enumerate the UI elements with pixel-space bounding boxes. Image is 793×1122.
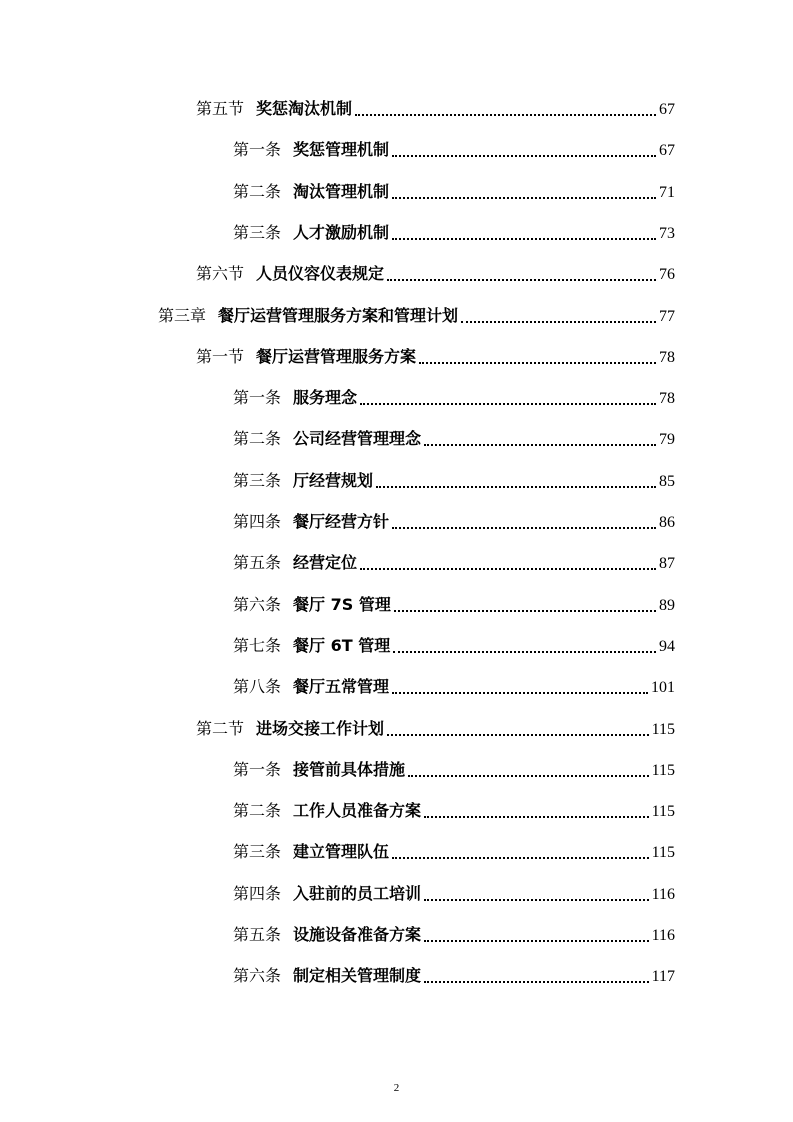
toc-entry-number: 第四条 — [233, 512, 282, 531]
toc-entry-page: 89 — [659, 597, 675, 614]
toc-entry-page: 79 — [659, 431, 675, 448]
toc-entry-title: 设施设备准备方案 — [293, 925, 422, 944]
toc-entry-page: 77 — [659, 308, 675, 325]
toc-entry-title: 淘汰管理机制 — [293, 182, 390, 201]
toc-entry-number: 第八条 — [233, 677, 282, 696]
toc-entry[interactable] — [233, 798, 675, 824]
toc-entry-title: 餐厅运营管理服务方案 — [256, 347, 417, 366]
toc-entry-number: 第一节 — [196, 347, 245, 366]
toc-entry-title: 餐厅 6T 管理 — [293, 636, 391, 655]
toc-entry-title: 工作人员准备方案 — [293, 801, 422, 820]
toc-entry-page: 67 — [659, 142, 675, 159]
toc-entry-page: 78 — [659, 349, 675, 366]
toc-entry-page: 78 — [659, 390, 675, 407]
toc-dot-leader — [387, 279, 656, 281]
toc-dot-leader — [424, 816, 649, 818]
toc-entry-page: 73 — [659, 225, 675, 242]
toc-entry-page: 115 — [651, 803, 675, 820]
toc-entry-title: 厅经营规划 — [293, 471, 374, 490]
toc-entry-title: 接管前具体措施 — [293, 760, 406, 779]
toc-entry[interactable] — [233, 922, 675, 948]
toc-entry-number: 第六节 — [196, 264, 245, 283]
toc-dot-leader — [392, 197, 656, 199]
toc-entry[interactable] — [233, 550, 675, 576]
toc-entry[interactable] — [233, 137, 675, 163]
toc-entry-title: 餐厅 7S 管理 — [293, 595, 391, 614]
toc-entry-page: 87 — [659, 555, 675, 572]
toc-entry[interactable] — [233, 881, 675, 907]
toc-entry-number: 第三条 — [233, 842, 282, 861]
toc-entry-number: 第二条 — [233, 429, 282, 448]
toc-dot-leader — [376, 486, 656, 488]
toc-entry[interactable] — [196, 261, 675, 287]
toc-entry[interactable] — [233, 385, 675, 411]
toc-entry-page: 94 — [659, 638, 675, 655]
toc-entry-title: 制定相关管理制度 — [293, 966, 422, 985]
toc-entry-page: 76 — [659, 266, 675, 283]
page-number: 2 — [393, 1082, 400, 1094]
toc-entry-page: 116 — [651, 886, 675, 903]
toc-entry-number: 第一条 — [233, 760, 282, 779]
toc-entry-title: 进场交接工作计划 — [256, 719, 385, 738]
toc-entry[interactable] — [233, 674, 675, 700]
toc-entry[interactable] — [196, 96, 675, 122]
toc-entry-number: 第三条 — [233, 223, 282, 242]
toc-dot-leader — [419, 362, 656, 364]
toc-dot-leader — [424, 899, 649, 901]
toc-dot-leader — [392, 692, 648, 694]
toc-entry[interactable] — [233, 963, 675, 989]
toc-dot-leader — [424, 444, 656, 446]
toc-dot-leader — [392, 527, 656, 529]
toc-entry-title: 人才激励机制 — [293, 223, 390, 242]
toc-entry-page: 115 — [651, 762, 675, 779]
toc-entry-page: 71 — [659, 184, 675, 201]
toc-dot-leader — [408, 775, 649, 777]
toc-entry-page: 101 — [651, 679, 675, 696]
toc-dot-leader — [360, 403, 656, 405]
toc-entry[interactable] — [233, 426, 675, 452]
toc-entry[interactable] — [233, 839, 675, 865]
toc-entry[interactable] — [158, 303, 675, 329]
toc-dot-leader — [355, 114, 656, 116]
toc-entry-page: 115 — [651, 721, 675, 738]
toc-dot-leader — [424, 940, 649, 942]
toc-entry[interactable] — [233, 592, 675, 618]
toc-entry-number: 第三条 — [233, 471, 282, 490]
toc-entry[interactable] — [196, 344, 675, 370]
toc-entry[interactable] — [196, 716, 675, 742]
toc-entry[interactable] — [233, 633, 675, 659]
toc-entry-page: 67 — [659, 101, 675, 118]
toc-dot-leader — [461, 321, 656, 323]
toc-entry-title: 公司经营管理理念 — [293, 429, 422, 448]
toc-entry-title: 餐厅运营管理服务方案和管理计划 — [218, 306, 459, 325]
toc-entry-page: 117 — [651, 968, 675, 985]
toc-entry[interactable] — [233, 220, 675, 246]
toc-entry-page: 116 — [651, 927, 675, 944]
toc-entry-number: 第三章 — [158, 306, 207, 325]
toc-dot-leader — [387, 734, 649, 736]
toc-entry-page: 115 — [651, 844, 675, 861]
toc-entry-number: 第四条 — [233, 884, 282, 903]
toc-entry-title: 建立管理队伍 — [293, 842, 390, 861]
toc-entry-number: 第五条 — [233, 925, 282, 944]
toc-dot-leader — [394, 610, 656, 612]
toc-entry-page: 86 — [659, 514, 675, 531]
toc-entry-number: 第六条 — [233, 595, 282, 614]
toc-entry-title: 餐厅经营方针 — [293, 512, 390, 531]
toc-entry-number: 第五节 — [196, 99, 245, 118]
toc-entry[interactable] — [233, 468, 675, 494]
toc-entry[interactable] — [233, 757, 675, 783]
toc-entry-title: 经营定位 — [293, 553, 358, 572]
toc-dot-leader — [360, 568, 656, 570]
toc-entry-number: 第一条 — [233, 140, 282, 159]
toc-entry-page: 85 — [659, 473, 675, 490]
toc-dot-leader — [393, 651, 656, 653]
toc-entry-number: 第一条 — [233, 388, 282, 407]
toc-entry-number: 第二条 — [233, 182, 282, 201]
toc-entry-number: 第五条 — [233, 553, 282, 572]
toc-entry[interactable] — [233, 179, 675, 205]
toc-entry[interactable] — [233, 509, 675, 535]
toc-entry-number: 第七条 — [233, 636, 282, 655]
toc-entry-title: 服务理念 — [293, 388, 358, 407]
toc-entry-title: 人员仪容仪表规定 — [256, 264, 385, 283]
toc-dot-leader — [392, 238, 656, 240]
toc-dot-leader — [424, 981, 649, 983]
toc-entry-title: 奖惩管理机制 — [293, 140, 390, 159]
toc-entry-number: 第二条 — [233, 801, 282, 820]
toc-entry-title: 入驻前的员工培训 — [293, 884, 422, 903]
toc-dot-leader — [392, 857, 649, 859]
toc-entry-title: 餐厅五常管理 — [293, 677, 390, 696]
toc-entry-title: 奖惩淘汰机制 — [256, 99, 353, 118]
toc-entry-number: 第六条 — [233, 966, 282, 985]
toc-entry-number: 第二节 — [196, 719, 245, 738]
toc-dot-leader — [392, 155, 656, 157]
